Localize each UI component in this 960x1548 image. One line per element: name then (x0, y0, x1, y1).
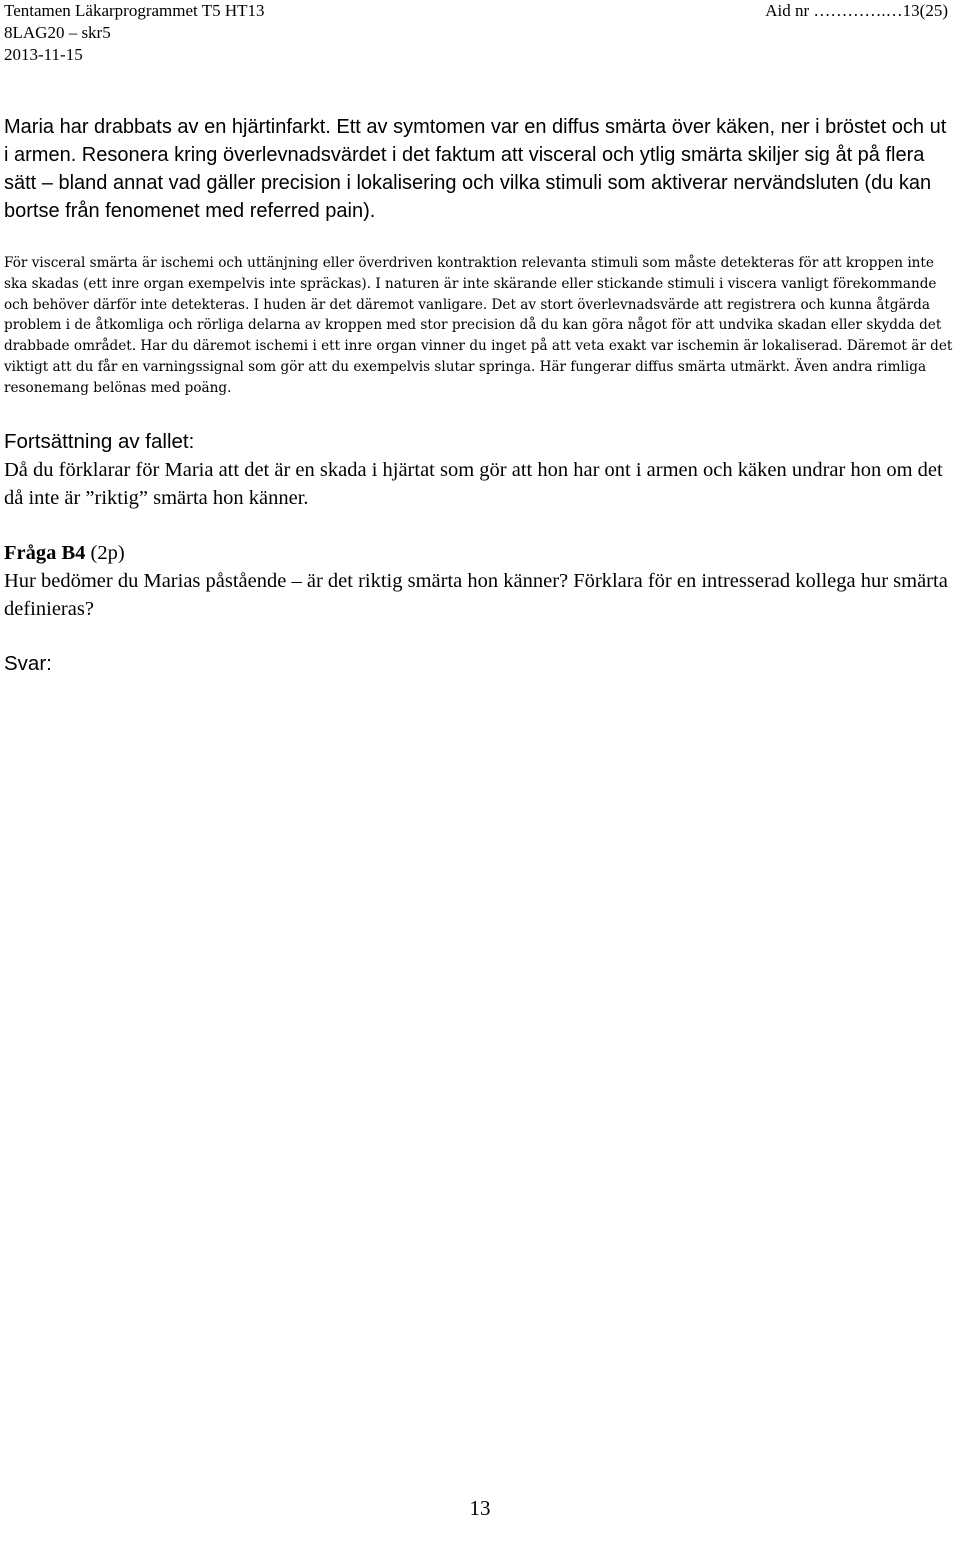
aid-number: Aid nr ………….…13(25) (765, 1, 948, 20)
question-label: Fråga B4 (4, 542, 86, 564)
page-number: 13 (469, 1496, 491, 1520)
page-header (4, 0, 956, 66)
question-heading (4, 539, 954, 567)
continuation-heading: Fortsättning av fallet: (4, 430, 195, 453)
answer-label: Svar: (4, 652, 52, 675)
continuation-text: Då du förklarar för Maria att det är en skada i hjärtat som gör att hon har ont i armen och käken undrar hon om det då inte är ”riktig” smärta hon känner. (4, 459, 943, 509)
exam-code: 8LAG20 – skr5 (4, 23, 111, 42)
exam-date: 2013-11-15 (4, 45, 83, 64)
question-text: Hur bedömer du Marias påstående – är det riktig smärta hon känner? Förklara för en intresserad kollega hur smärta definieras? (4, 570, 948, 620)
model-answer: För visceral smärta är ischemi och uttänjning eller överdriven kontraktion relevanta stimuli som måste detekteras för att kroppen inte ska skadas (ett inre organ exempelvis inte spräckas). I naturen är inte skärande eller stickande stimuli i viscera vanligt förekommande och behöver därför inte detekteras. I huden är det däremot vanligare. Det av stort överlevnadsvärde att registrera och kunna åtgärda problem i de åtkomliga och rörliga delarna av kroppen med stor precision då du kan göra något för att undvika skadan eller skydda det drabbade området. Har du däremot ischemi i ett inre organ vinner du inget på att veta exakt var ischemin är lokaliserad. Däremot är det viktigt att du får en varningssignal som gör att du exempelvis slutar springa. Här fungerar diffus smärta utmärkt. Även andra rimliga resonemang belönas med poäng. (4, 255, 953, 396)
course-title: Tentamen Läkarprogrammet T5 HT13 (4, 1, 265, 20)
case-intro: Maria har drabbats av en hjärtinfarkt. Ett av symtomen var en diffus smärta över käken, ner i bröstet och ut i armen. Resonera kring överlevnadsvärdet i det faktum att visceral och ytlig smärta skiljer sig åt på flera sätt – bland annat vad gäller precision i lokalisering och vilka stimuli som aktiverar nervändsluten (du kan bortse från fenomenet med referred pain). (4, 116, 947, 222)
question-points: (2p) (90, 542, 125, 564)
